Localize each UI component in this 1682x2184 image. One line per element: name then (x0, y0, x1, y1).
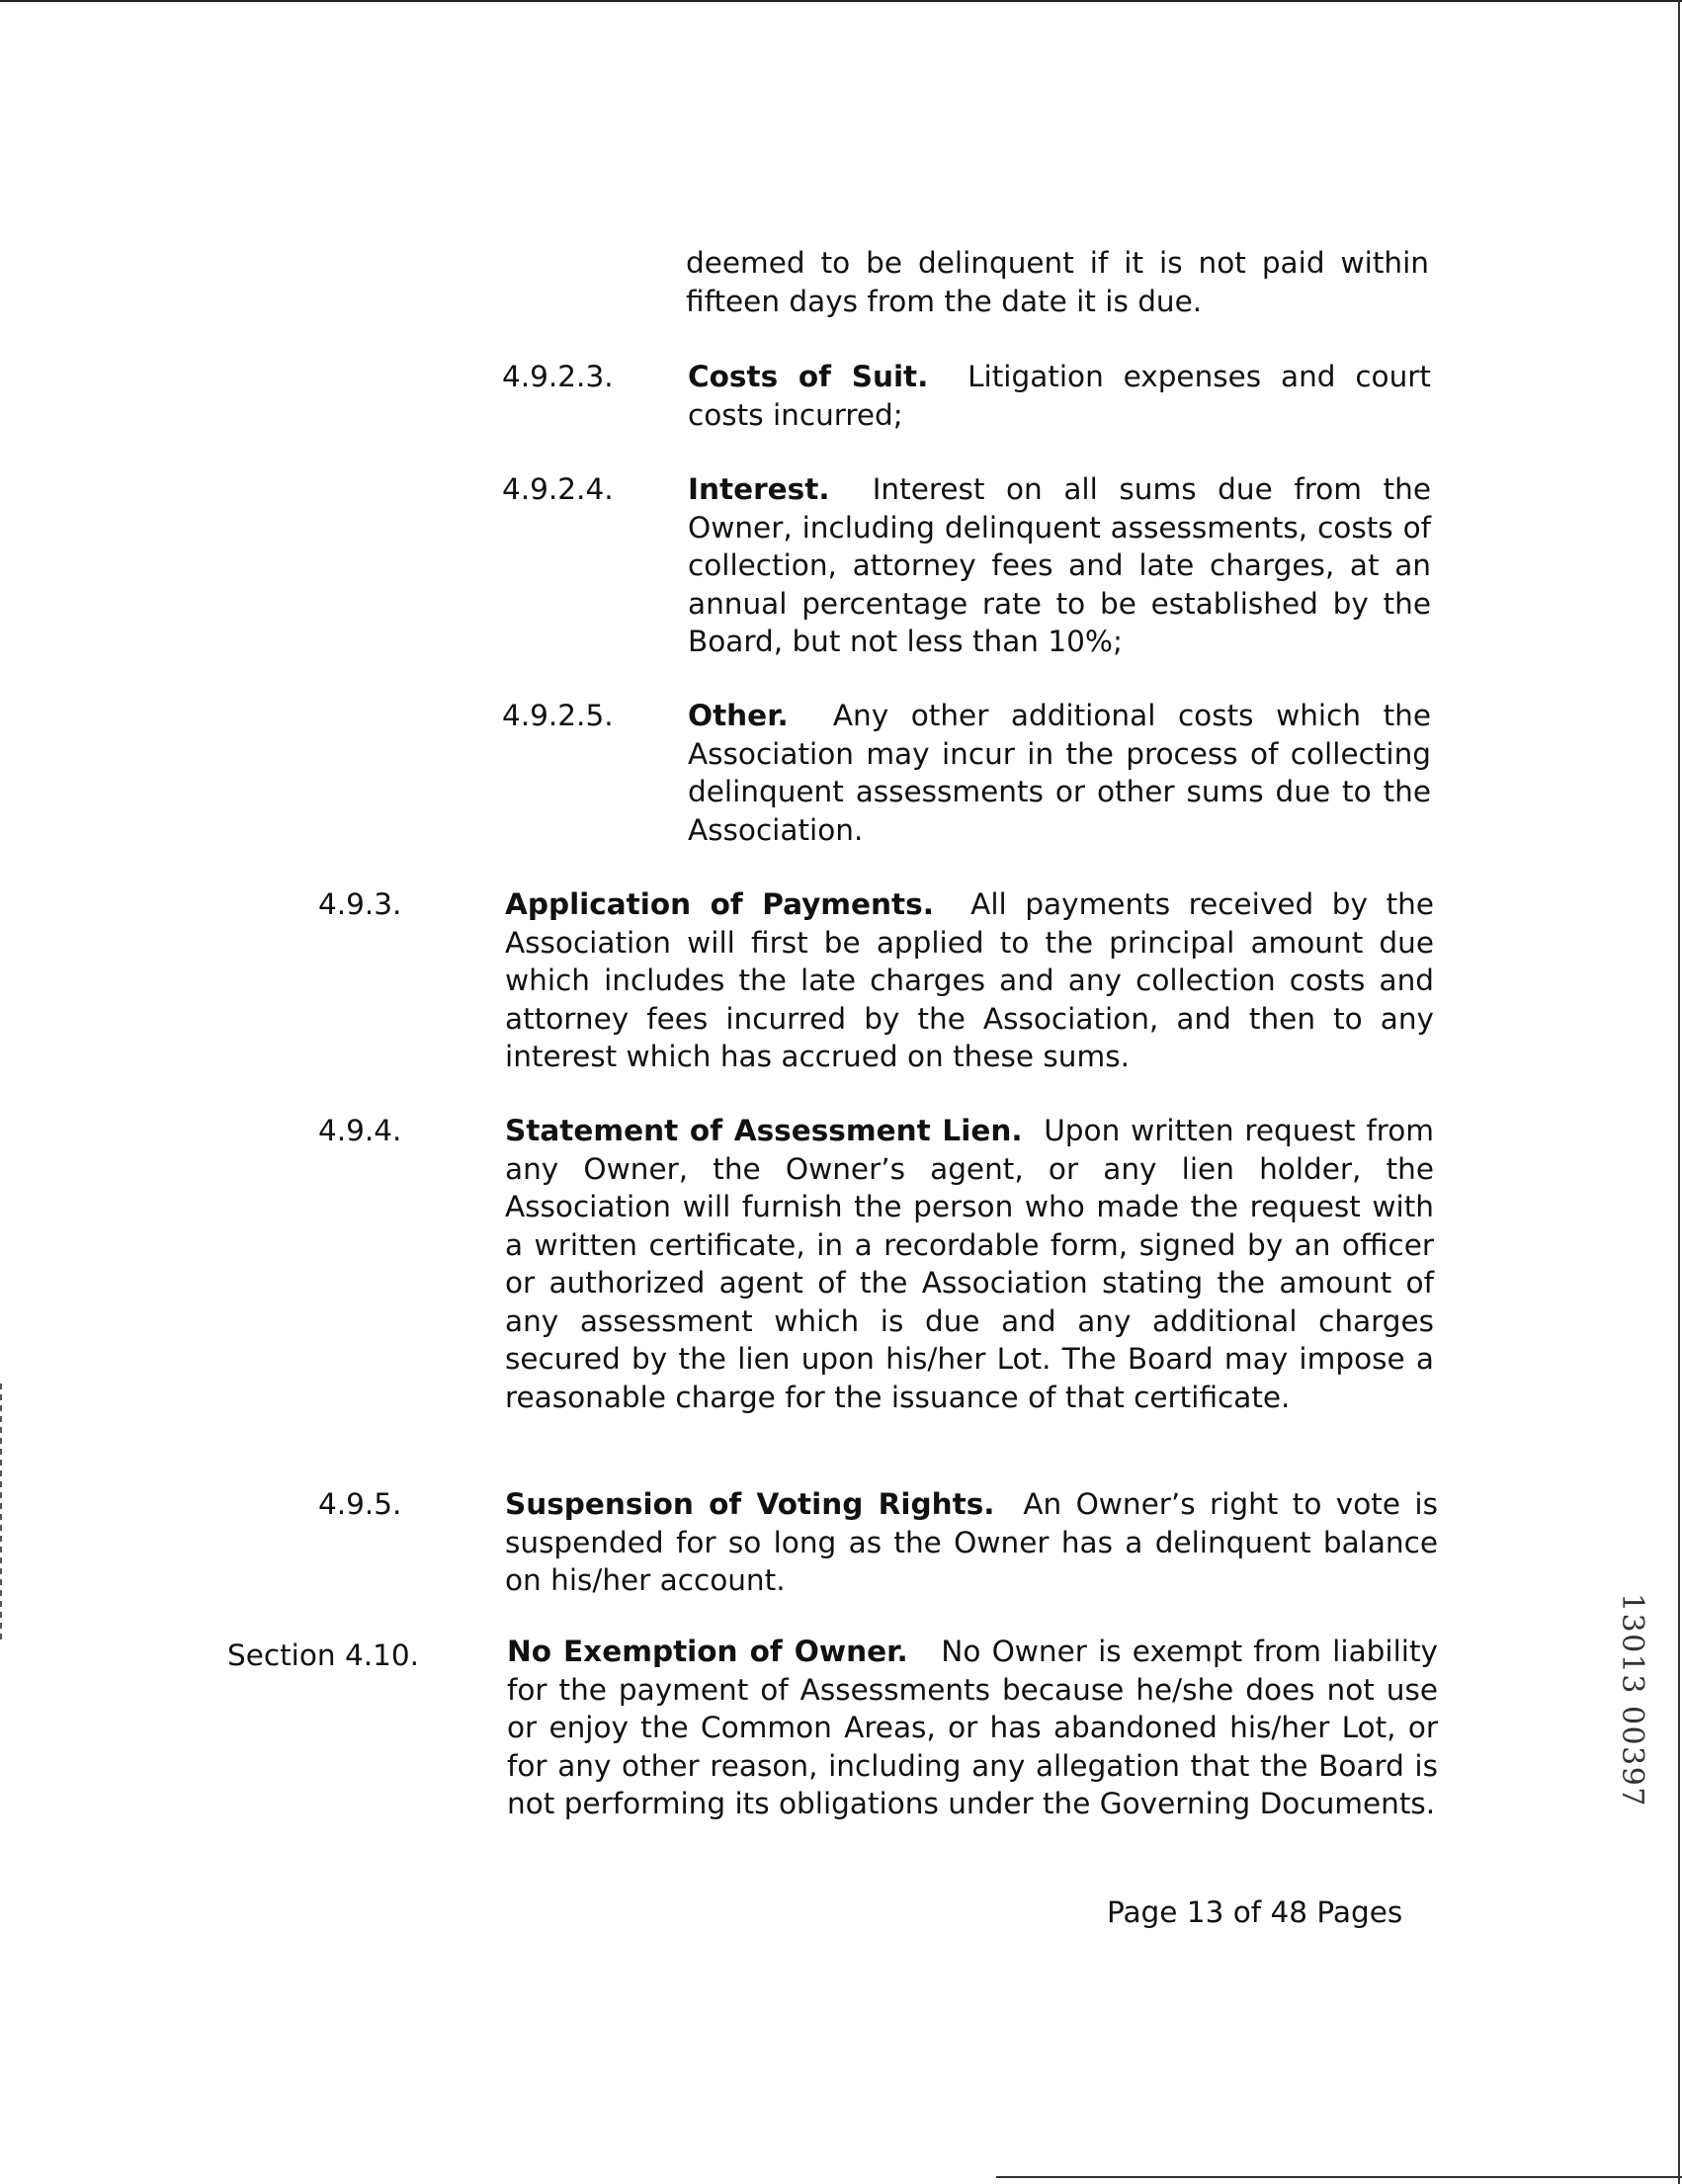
item-paragraph: Suspension of Voting Rights. An Owner’s right to vote is suspended for so long as the Owner has a delinquent balance on his/her account. (505, 1487, 1438, 1597)
scan-edge-top (0, 0, 1682, 2)
item-number: 4.9.5. (318, 1487, 402, 1521)
continuation-paragraph: deemed to be delinquent if it is not paid within fifteen days from the date it is due. (686, 246, 1429, 318)
item-text: Litigation expenses and court costs incurred; (688, 360, 1432, 432)
item-heading: Interest (688, 472, 819, 506)
item-number: 4.9.2.4. (502, 472, 614, 506)
section-heading: No Exemption of Owner (507, 1635, 897, 1668)
item-heading: Costs of Suit (688, 360, 918, 393)
item-paragraph: Interest. Interest on all sums due from the Owner, including delinquent assessments, costs of collection, attorney fees and late charges, at an annual percentage rate to be established by the Board, but not less than 10%; (688, 472, 1431, 658)
item-text: Any other additional costs which the Association may incur in the process of collecting delinquent assessments or other sums due to the Association. (688, 699, 1431, 847)
item-heading: Suspension of Voting Rights (505, 1487, 984, 1521)
item-paragraph: Statement of Assessment Lien. Upon written request from any Owner, the Owner’s agent, or any lien holder, the Association will furnish the person who made the request with a written certificate, in a recordable form, signed by an officer or authorized agent of the Association stating the amount of any assessment which is due and any additional charges secured by the lien upon his/her Lot. The Board may impose a reasonable charge for the issuance of that certificate. (505, 1114, 1434, 1414)
item-heading: Other (688, 699, 778, 732)
item-heading: Application of Payments (505, 887, 923, 921)
scan-edge-right (1678, 0, 1680, 2184)
scan-edge-bottom (996, 2176, 1682, 2178)
page-number-footer: Page 13 of 48 Pages (1107, 1895, 1403, 1929)
item-text: Upon written request from any Owner, the Owner’s agent, or any lien holder, the Association will furnish the person who made the request with a written certificate, in a recordable form, signed by an officer or authorized agent of the Association stating the amount of any assessment which is due and any additional charges secured by the lien upon his/her Lot. The Board may impose a reasonable charge for the issuance of that certificate. (505, 1114, 1434, 1414)
item-paragraph: Other. Any other additional costs which the Association may incur in the process of collecting delinquent assessments or other sums due to the Association. (688, 699, 1431, 847)
scan-edge-left (0, 1384, 2, 1640)
item-text: An Owner’s right to vote is suspended for so long as the Owner has a delinquent balance on his/her account. (505, 1487, 1438, 1597)
recording-stamp (1611, 1593, 1650, 1860)
item-text: All payments received by the Association will first be applied to the principal amount due which includes the late charges and any collection costs and attorney fees incurred by the Association, and then to any interest which has accrued on these sums. (505, 887, 1434, 1073)
section-number: Section 4.10. (227, 1638, 420, 1672)
item-number: 4.9.3. (318, 887, 402, 921)
item-paragraph: Application of Payments. All payments received by the Association will first be applied to the principal amount due which includes the late charges and any collection costs and attorney fees incurred by the Association, and then to any interest which has accrued on these sums. (505, 887, 1434, 1073)
item-number: 4.9.2.3. (502, 360, 614, 393)
recording-stamp-text: 13013 00397 (1615, 1593, 1649, 1807)
item-paragraph: Costs of Suit. Litigation expenses and court costs incurred; (688, 360, 1432, 432)
section-text: No Owner is exempt from liability for the payment of Assessments because he/she does not use or enjoy the Common Areas, or has abandoned his/her Lot, or for any other reason, including any allegation that the Board is not performing its obligations under the Governing Documents. (507, 1635, 1438, 1820)
item-heading: Statement of Assessment Lien (505, 1114, 1012, 1147)
recording-stamp-graphic (1611, 1593, 1650, 1860)
section-paragraph: No Exemption of Owner. No Owner is exempt from liability for the payment of Assessments because he/she does not use or enjoy the Common Areas, or has abandoned his/her Lot, or for any other reason, including any allegation that the Board is not performing its obligations under the Governing Documents. (507, 1635, 1438, 1820)
item-number: 4.9.2.5. (502, 699, 614, 732)
item-text: Interest on all sums due from the Owner, including delinquent assessments, costs of collection, attorney fees and late charges, at an annual percentage rate to be established by the Board, but not less than 10%; (688, 472, 1431, 658)
item-number: 4.9.4. (318, 1114, 402, 1147)
